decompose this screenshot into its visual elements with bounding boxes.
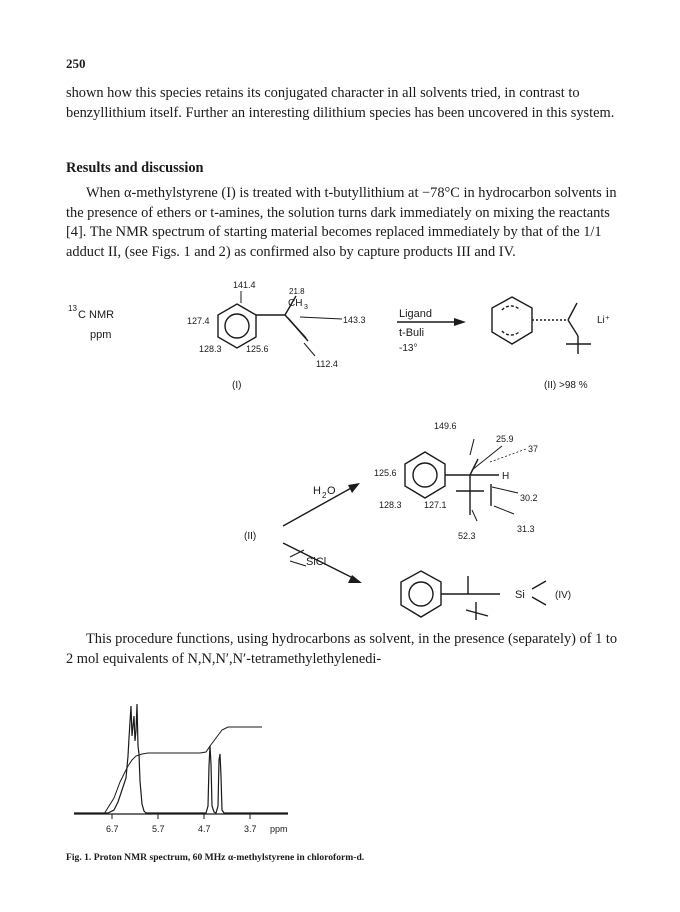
water-o: O [327, 485, 336, 497]
label-ii-start: (II) [244, 531, 257, 542]
shift-ipso-iii: 149.6 [434, 421, 457, 431]
hydrogen-label: H [502, 471, 510, 482]
shift-para-i: 127.4 [187, 316, 210, 326]
shift-tbu-quaternary-iii: 31.3 [517, 524, 535, 534]
page-number: 250 [66, 56, 86, 71]
section-heading: Results and discussion [66, 160, 204, 176]
shift-c259-iii: 25.9 [496, 434, 514, 444]
integral-trace [104, 727, 262, 814]
lithium-cation: Li⁺ [597, 315, 611, 326]
shift-tbu-methyl-iii: 30.2 [520, 493, 538, 503]
compound-i-structure [218, 291, 342, 356]
shift-ipso-i: 141.4 [233, 280, 256, 290]
figure-caption: Fig. 1. Proton NMR spectrum, 60 MHz α-methylstyrene in chloroform-d. [66, 852, 365, 863]
label-compound-iv: (IV) [555, 590, 572, 601]
shift-ortho-iii: 128.3 [379, 500, 402, 510]
intro-paragraph: shown how this species retains its conjugated character in all solvents tried, in contrast to benzyllithium itself. Further an interesting dilithium species has been uncovered in this system. [66, 85, 615, 121]
reagent-ligand: Ligand [399, 308, 433, 320]
compound-ii-structure [492, 297, 591, 354]
tick-label-3-7: 3.7 [244, 824, 257, 834]
shift-c37-iii: 37 [528, 444, 539, 454]
label-compound-i: (I) [232, 380, 242, 391]
shift-meta-iii: 127.1 [424, 500, 447, 510]
ppm-label: ppm [90, 329, 112, 341]
nmr-label: C NMR [78, 309, 115, 321]
silyl-reagent: SiCl [306, 556, 327, 568]
shift-meta-i: 125.6 [246, 344, 269, 354]
arrow-to-iii [283, 483, 360, 526]
axis-unit-ppm: ppm [270, 824, 288, 834]
tick-label-6-7: 6.7 [106, 824, 119, 834]
proton-nmr-spectrum [66, 686, 366, 846]
water-subscript: 2 [322, 491, 327, 500]
shift-alkene-i: 143.3 [343, 315, 366, 325]
label-compound-ii: (II) >98 % [544, 380, 588, 391]
tick-label-4-7: 4.7 [198, 824, 211, 834]
reagent-temperature: -13° [399, 343, 418, 354]
water-h: H [313, 485, 321, 497]
shift-methyl-i: 21.8 [289, 287, 305, 296]
spectrum-trace [74, 704, 288, 813]
silicon-label: Si [515, 589, 525, 601]
spectrum-ticks [112, 814, 250, 819]
shift-para-iii: 125.6 [374, 468, 397, 478]
results-paragraph: When α-methylstyrene (I) is treated with t-butyllithium at −78°C in hydrocarbon solvents in the presence of ethers or t-amines, the solution turns dark immediately on mixing the reactants [4]. The NMR spectrum of starting material becomes replaced immediately by that of the 1/1 adduct II, (see Figs. 1 and 2) as confirmed also by capture products III and IV. [66, 185, 617, 260]
reagent-tbuli: t-Buli [399, 327, 425, 339]
shift-ch2-iii: 52.3 [458, 531, 476, 541]
nmr-label-superscript: 13 [68, 304, 77, 313]
shift-ortho-i: 128.3 [199, 344, 222, 354]
ch3-label: CH [288, 298, 303, 309]
tick-label-5-7: 5.7 [152, 824, 165, 834]
procedure-paragraph: This procedure functions, using hydrocarbons as solvent, in the presence (separately) of 1 to 2 mol equivalents of N,N,N′,N′-tetramethylethylenedi- [66, 631, 618, 667]
shift-ch2-i: 112.4 [316, 359, 338, 369]
ch3-subscript: 3 [304, 304, 308, 311]
